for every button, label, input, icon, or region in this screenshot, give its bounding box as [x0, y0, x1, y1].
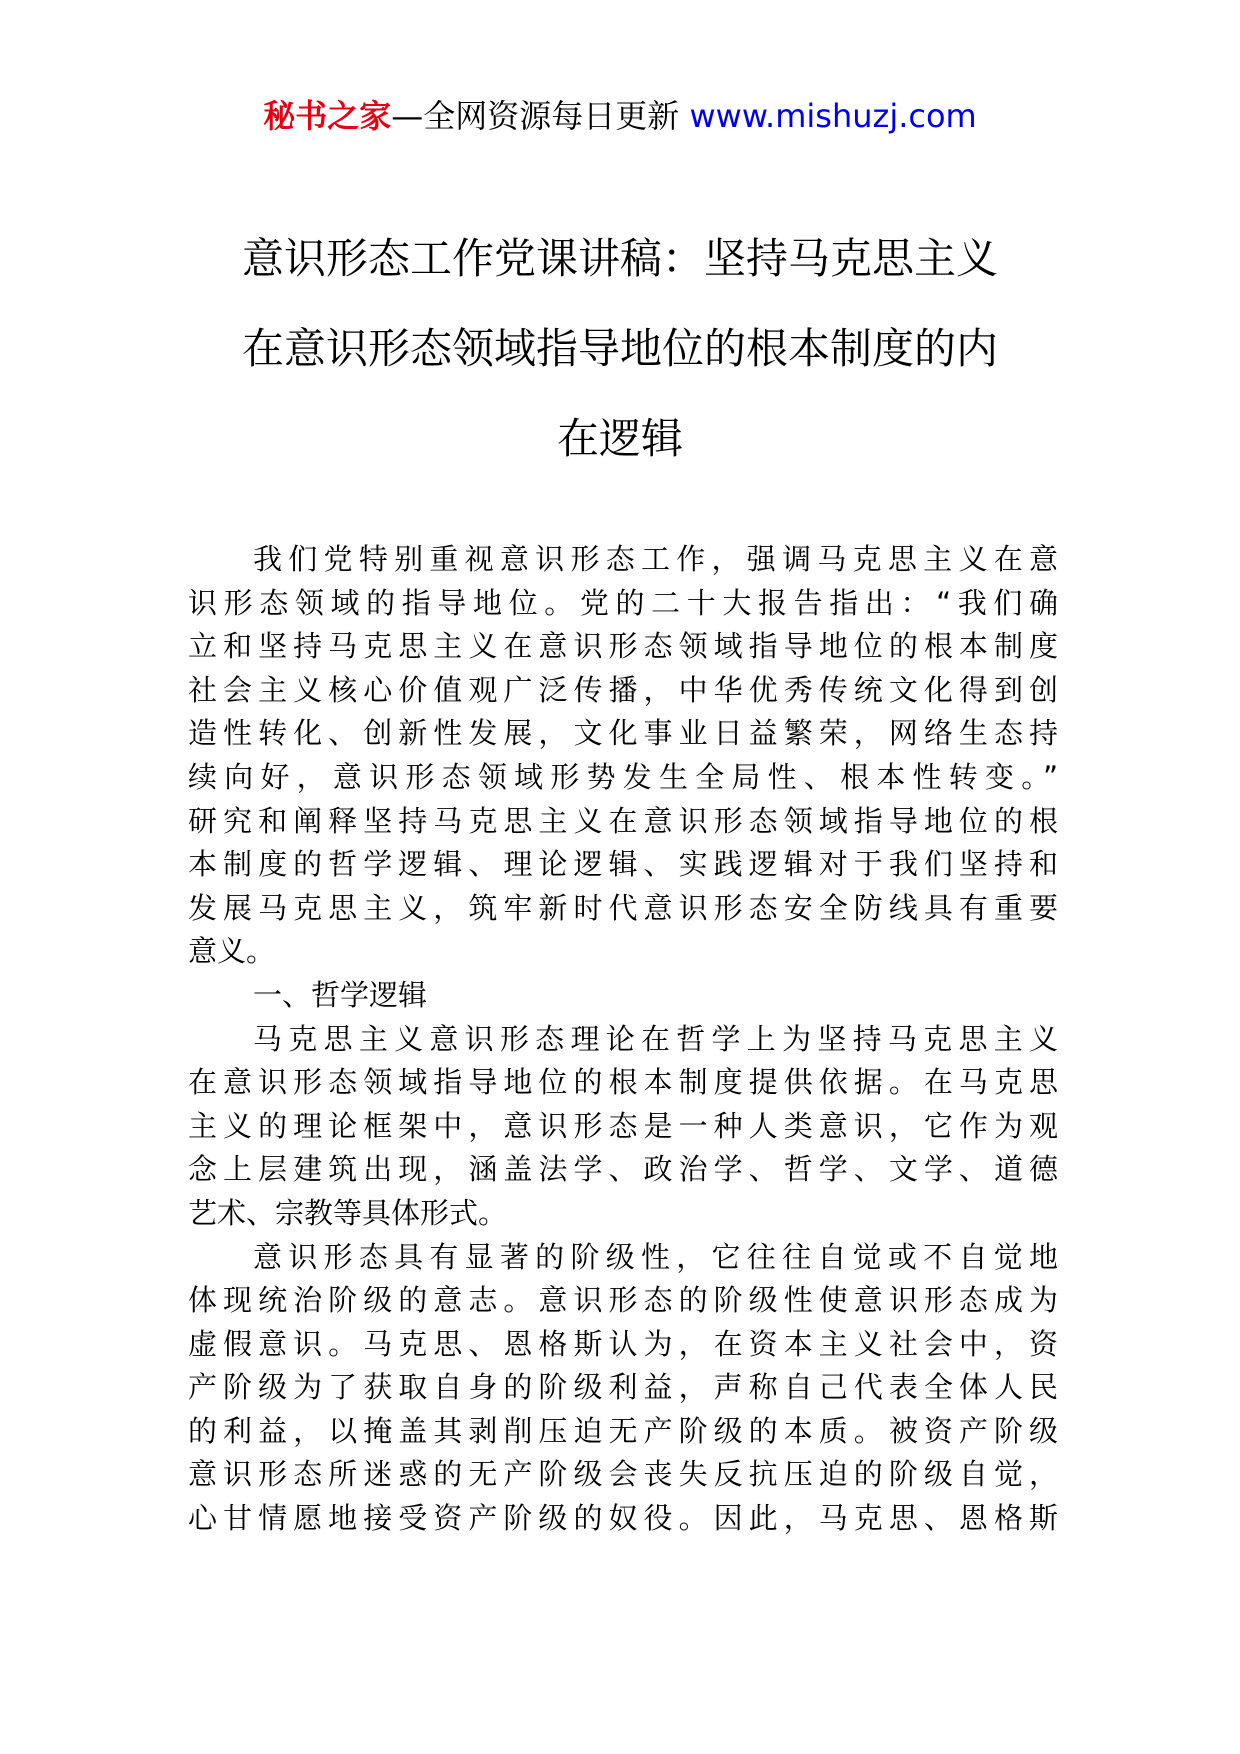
text-line: 立和坚持马克思主义在意识形态领域指导地位的根本制度	[188, 629, 1058, 664]
paragraph-philosophy	[188, 1018, 1058, 1236]
text-line: 虚假意识。马克思、恩格斯认为，在资本主义社会中，资	[188, 1326, 1058, 1361]
text-line: 体现统治阶级的意志。意识形态的阶级性使意识形态成为	[188, 1283, 1058, 1318]
text-line: 意识形态具有显著的阶级性，它往往自觉或不自觉地	[253, 1239, 1058, 1274]
title-line: 在逻辑	[556, 414, 683, 463]
paragraph-class-nature	[188, 1236, 1058, 1541]
text-line: 念上层建筑出现，涵盖法学、政治学、哲学、文学、道德	[188, 1152, 1058, 1187]
text-line: 发展马克思主义，筑牢新时代意识形态安全防线具有重要	[188, 890, 1058, 925]
site-url-link[interactable]: www.mishuzj.com	[689, 97, 977, 135]
brand-name: 秘书之家	[263, 97, 392, 135]
text-line: 续向好，意识形态领域形势发生全局性、根本性转变。”	[188, 759, 1058, 794]
document-body	[188, 538, 1058, 1541]
text-line: 产阶级为了获取自身的阶级利益，声称自己代表全体人民	[188, 1370, 1058, 1405]
text-line: 我们党特别重视意识形态工作，强调马克思主义在意	[253, 542, 1058, 576]
banner-tagline: —全网资源每日更新	[391, 97, 690, 135]
text-line: 识形态领域的指导地位。党的二十大报告指出：“我们确	[188, 585, 1058, 620]
title-line: 意识形态工作党课讲稿：坚持马克思主义	[241, 234, 998, 283]
text-line: 造性转化、创新性发展，文化事业日益繁荣，网络生态持	[188, 716, 1058, 751]
text-line: 艺术、宗教等具体形式。	[188, 1195, 508, 1230]
text-line: 在意识形态领域指导地位的根本制度提供依据。在马克思	[188, 1065, 1058, 1100]
text-line: 主义的理论框架中，意识形态是一种人类意识，它作为观	[188, 1108, 1058, 1143]
text-line: 的利益，以掩盖其剥削压迫无产阶级的本质。被资产阶级	[188, 1413, 1058, 1448]
text-line: 本制度的哲学逻辑、理论逻辑、实践逻辑对于我们坚持和	[188, 847, 1058, 882]
document-title	[180, 214, 1060, 484]
title-line: 在意识形态领域指导地位的根本制度的内	[241, 324, 998, 373]
text-line: 社会主义核心价值观广泛传播，中华优秀传统文化得到创	[188, 672, 1058, 707]
text-line: 马克思主义意识形态理论在哲学上为坚持马克思主义	[253, 1021, 1058, 1056]
paragraph-intro	[188, 538, 1058, 974]
text-line: 心甘情愿地接受资产阶级的奴役。因此，马克思、恩格斯	[188, 1501, 1058, 1536]
text-line: 意识形态所迷惑的无产阶级会丧失反抗压迫的阶级自觉，	[188, 1457, 1058, 1492]
site-banner	[0, 96, 1240, 136]
text-line: 意义。	[188, 934, 276, 969]
text-line: 研究和阐释坚持马克思主义在意识形态领域指导地位的根	[188, 803, 1058, 838]
heading-text: 一、哲学逻辑	[253, 977, 428, 1012]
section-heading	[188, 974, 1058, 1018]
